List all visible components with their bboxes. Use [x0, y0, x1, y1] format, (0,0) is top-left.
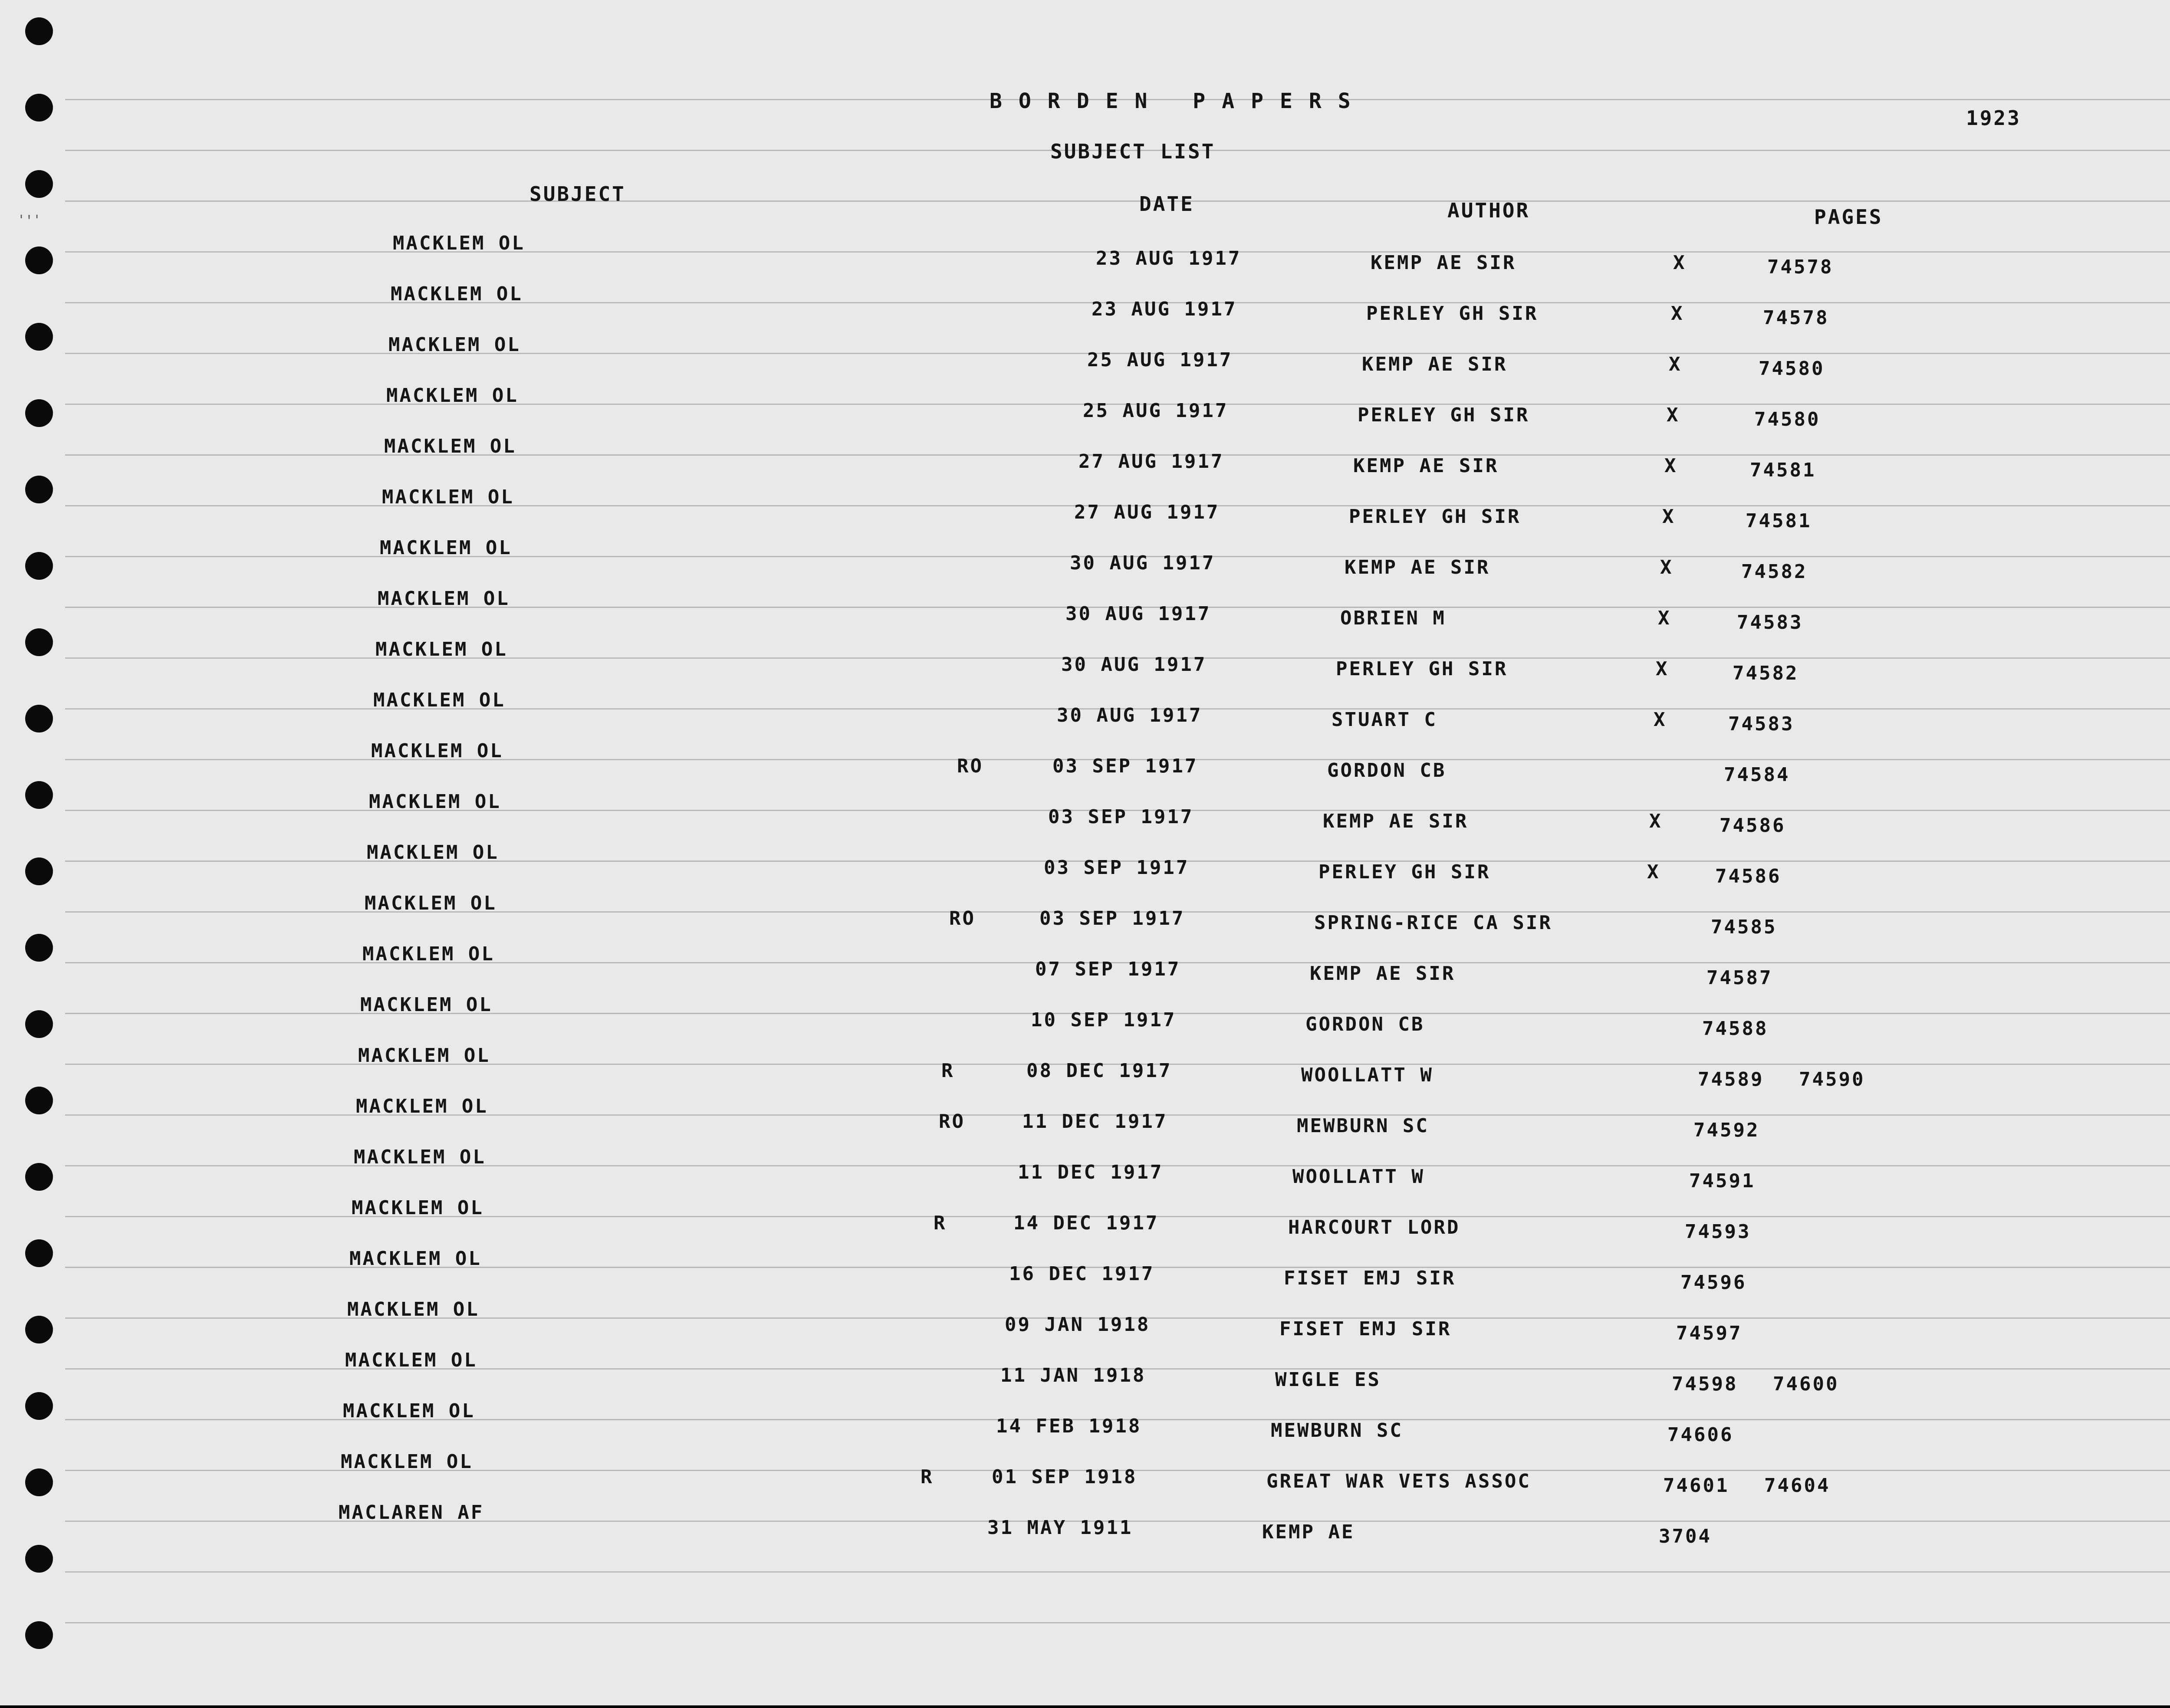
row-page1: 74597: [1676, 1322, 1743, 1344]
row-date: 30 AUG 1917: [1061, 654, 1207, 676]
row-author: SPRING-RICE CA SIR: [1314, 912, 1552, 934]
document-title: BORDEN PAPERS: [990, 89, 1367, 113]
row-mark: X: [1660, 556, 1674, 578]
row-subject: MACKLEM OL: [349, 1248, 482, 1270]
row-author: KEMP AE SIR: [1345, 556, 1490, 578]
row-author: WIGLE ES: [1275, 1369, 1381, 1391]
row-subject: MACKLEM OL: [369, 791, 501, 813]
row-subject: MACKLEM OL: [341, 1451, 473, 1473]
row-author: HARCOURT LORD: [1288, 1216, 1460, 1238]
row-date: 27 AUG 1917: [1074, 501, 1220, 523]
document-code: 1923: [1966, 106, 2021, 130]
row-page1: 74601: [1663, 1475, 1729, 1497]
row-subject: MACKLEM OL: [382, 486, 514, 508]
row-author: KEMP AE SIR: [1323, 810, 1469, 832]
feed-hole: [25, 628, 53, 656]
row-author: PERLEY GH SIR: [1366, 302, 1539, 325]
row-author: PERLEY GH SIR: [1358, 404, 1530, 426]
row-date: 11 JAN 1918: [1000, 1364, 1146, 1386]
row-mark: X: [1649, 810, 1663, 832]
row-page1: 74583: [1737, 611, 1803, 634]
row-flag: RO: [939, 1110, 965, 1133]
row-page1: 74592: [1693, 1119, 1760, 1141]
row-subject: MACKLEM OL: [375, 638, 508, 660]
feed-hole: [25, 934, 53, 962]
row-date: 09 JAN 1918: [1005, 1314, 1151, 1336]
row-author: FISET EMJ SIR: [1279, 1318, 1452, 1340]
row-subject: MACKLEM OL: [352, 1197, 484, 1219]
row-subject: MACKLEM OL: [367, 841, 499, 864]
row-date: 25 AUG 1917: [1083, 400, 1229, 422]
row-author: KEMP AE SIR: [1353, 455, 1499, 477]
row-subject: MACKLEM OL: [356, 1095, 488, 1117]
row-flag: RO: [949, 907, 976, 930]
row-date: 08 DEC 1917: [1026, 1060, 1172, 1082]
row-mark: X: [1673, 252, 1687, 274]
row-mark: X: [1658, 607, 1671, 629]
feed-hole: [25, 857, 53, 885]
row-flag: R: [934, 1212, 947, 1234]
row-page1: 74587: [1706, 967, 1773, 989]
row-date: 11 DEC 1917: [1018, 1161, 1164, 1183]
row-page1: 74598: [1672, 1373, 1738, 1395]
feed-hole: [25, 552, 53, 580]
row-subject: MACKLEM OL: [371, 740, 503, 762]
row-flag: R: [921, 1466, 934, 1488]
feed-hole: [25, 94, 53, 122]
feed-hole: [25, 1392, 53, 1420]
subtitle: SUBJECT LIST: [1050, 140, 1216, 163]
row-page1: 74586: [1715, 865, 1782, 887]
row-subject: MACKLEM OL: [378, 588, 510, 610]
row-page1: 74582: [1733, 662, 1799, 684]
row-page1: 74583: [1728, 713, 1795, 735]
feed-hole: [25, 1545, 53, 1573]
row-mark: X: [1662, 506, 1676, 528]
feed-hole: [25, 170, 53, 198]
row-mark: X: [1654, 709, 1667, 731]
row-subject: MACKLEM OL: [388, 334, 521, 356]
row-date: 30 AUG 1917: [1057, 704, 1203, 726]
row-subject: MACKLEM OL: [347, 1298, 480, 1320]
row-author: WOOLLATT W: [1301, 1064, 1434, 1086]
column-header-pages: PAGES: [1814, 205, 1883, 229]
row-author: MEWBURN SC: [1271, 1419, 1403, 1442]
row-date: 14 DEC 1917: [1013, 1212, 1159, 1234]
row-page1: 74593: [1685, 1221, 1751, 1243]
row-date: 11 DEC 1917: [1022, 1110, 1168, 1133]
row-author: PERLEY GH SIR: [1336, 658, 1508, 680]
row-date: 03 SEP 1917: [1044, 857, 1190, 879]
row-subject: MACKLEM OL: [380, 537, 512, 559]
row-page1: 74586: [1720, 815, 1786, 837]
row-author: PERLEY GH SIR: [1349, 506, 1521, 528]
row-author: KEMP AE SIR: [1310, 962, 1456, 985]
row-mark: X: [1647, 861, 1660, 883]
row-subject: MACKLEM OL: [386, 384, 519, 407]
feed-hole: [25, 399, 53, 427]
row-subject: MACKLEM OL: [343, 1400, 475, 1422]
row-page1: 74584: [1724, 764, 1790, 786]
row-subject: MACKLEM OL: [373, 689, 506, 711]
feed-hole: [25, 1087, 53, 1114]
row-mark: X: [1669, 353, 1682, 375]
row-author: MEWBURN SC: [1297, 1115, 1429, 1137]
row-mark: X: [1664, 455, 1678, 477]
row-subject: MACKLEM OL: [393, 232, 525, 254]
row-mark: X: [1656, 658, 1669, 680]
feed-hole: [25, 1163, 53, 1191]
row-date: 31 MAY 1911: [987, 1517, 1133, 1539]
row-page2: 74600: [1773, 1373, 1839, 1395]
row-date: 03 SEP 1917: [1052, 755, 1198, 777]
row-mark: X: [1667, 404, 1680, 426]
row-date: 14 FEB 1918: [996, 1415, 1142, 1437]
feed-hole: [25, 476, 53, 503]
row-page1: 74581: [1750, 459, 1816, 481]
feed-hole: [25, 246, 53, 274]
row-page1: 74589: [1698, 1068, 1764, 1090]
row-page1: 74580: [1759, 358, 1825, 380]
margin-tick-mark: ׁ''ׁ': [17, 213, 41, 228]
row-author: GORDON CB: [1305, 1013, 1425, 1035]
row-date: 23 AUG 1917: [1092, 298, 1237, 320]
row-author: KEMP AE SIR: [1371, 252, 1516, 274]
row-author: WOOLLATT W: [1292, 1166, 1425, 1188]
row-page1: 3704: [1659, 1525, 1712, 1547]
row-subject: MACKLEM OL: [384, 435, 516, 457]
row-subject: MACKLEM OL: [345, 1349, 477, 1371]
row-mark: X: [1671, 302, 1684, 325]
ruled-line: [65, 200, 2170, 202]
column-header-date: DATE: [1139, 192, 1194, 216]
feed-hole: [25, 1239, 53, 1267]
feed-hole: [25, 1010, 53, 1038]
row-author: OBRIEN M: [1340, 607, 1446, 629]
row-date: 27 AUG 1917: [1078, 450, 1224, 473]
row-author: GREAT WAR VETS ASSOC: [1266, 1470, 1531, 1492]
feed-hole: [25, 1316, 53, 1343]
row-page1: 74588: [1702, 1018, 1769, 1040]
row-page1: 74582: [1741, 561, 1808, 583]
row-page1: 74581: [1746, 510, 1812, 532]
row-date: 03 SEP 1917: [1039, 907, 1185, 930]
feed-hole: [25, 705, 53, 732]
feed-hole: [25, 1621, 53, 1649]
row-date: 10 SEP 1917: [1031, 1009, 1177, 1031]
row-page1: 74591: [1689, 1170, 1756, 1192]
row-page1: 74606: [1667, 1424, 1734, 1446]
row-date: 16 DEC 1917: [1009, 1263, 1155, 1285]
row-subject: MACKLEM OL: [358, 1045, 490, 1067]
row-author: GORDON CB: [1327, 759, 1447, 782]
row-author: PERLEY GH SIR: [1318, 861, 1491, 883]
row-author: STUART C: [1332, 709, 1437, 731]
row-author: FISET EMJ SIR: [1284, 1267, 1456, 1289]
row-subject: MACKLEM OL: [365, 892, 497, 914]
row-page2: 74590: [1799, 1068, 1865, 1090]
row-page1: 74578: [1767, 256, 1834, 278]
row-flag: RO: [957, 755, 983, 777]
row-author: KEMP AE SIR: [1362, 353, 1508, 375]
feed-hole: [25, 781, 53, 809]
feed-hole: [25, 323, 53, 351]
row-date: 01 SEP 1918: [992, 1466, 1138, 1488]
feed-hole: [25, 17, 53, 45]
row-date: 03 SEP 1917: [1048, 806, 1194, 828]
row-date: 30 AUG 1917: [1070, 552, 1216, 574]
row-subject: MACLAREN AF: [339, 1501, 484, 1524]
row-page1: 74596: [1680, 1271, 1747, 1294]
row-author: KEMP AE: [1262, 1521, 1355, 1543]
row-page1: 74585: [1711, 916, 1777, 938]
column-header-author: AUTHOR: [1447, 199, 1530, 222]
row-flag: R: [941, 1060, 955, 1082]
row-subject: MACKLEM OL: [362, 943, 495, 965]
row-date: 07 SEP 1917: [1035, 958, 1181, 980]
ruled-line: [65, 1622, 2170, 1623]
row-subject: MACKLEM OL: [354, 1146, 486, 1168]
ruled-line: [65, 1571, 2170, 1573]
row-date: 30 AUG 1917: [1065, 603, 1211, 625]
row-subject: MACKLEM OL: [360, 994, 493, 1016]
column-header-subject: SUBJECT: [529, 182, 626, 206]
row-page1: 74578: [1763, 307, 1829, 329]
feed-hole: [25, 1468, 53, 1496]
row-date: 23 AUG 1917: [1096, 247, 1242, 269]
row-page1: 74580: [1754, 408, 1821, 430]
row-subject: MACKLEM OL: [391, 283, 523, 305]
row-page2: 74604: [1764, 1475, 1831, 1497]
row-date: 25 AUG 1917: [1087, 349, 1233, 371]
